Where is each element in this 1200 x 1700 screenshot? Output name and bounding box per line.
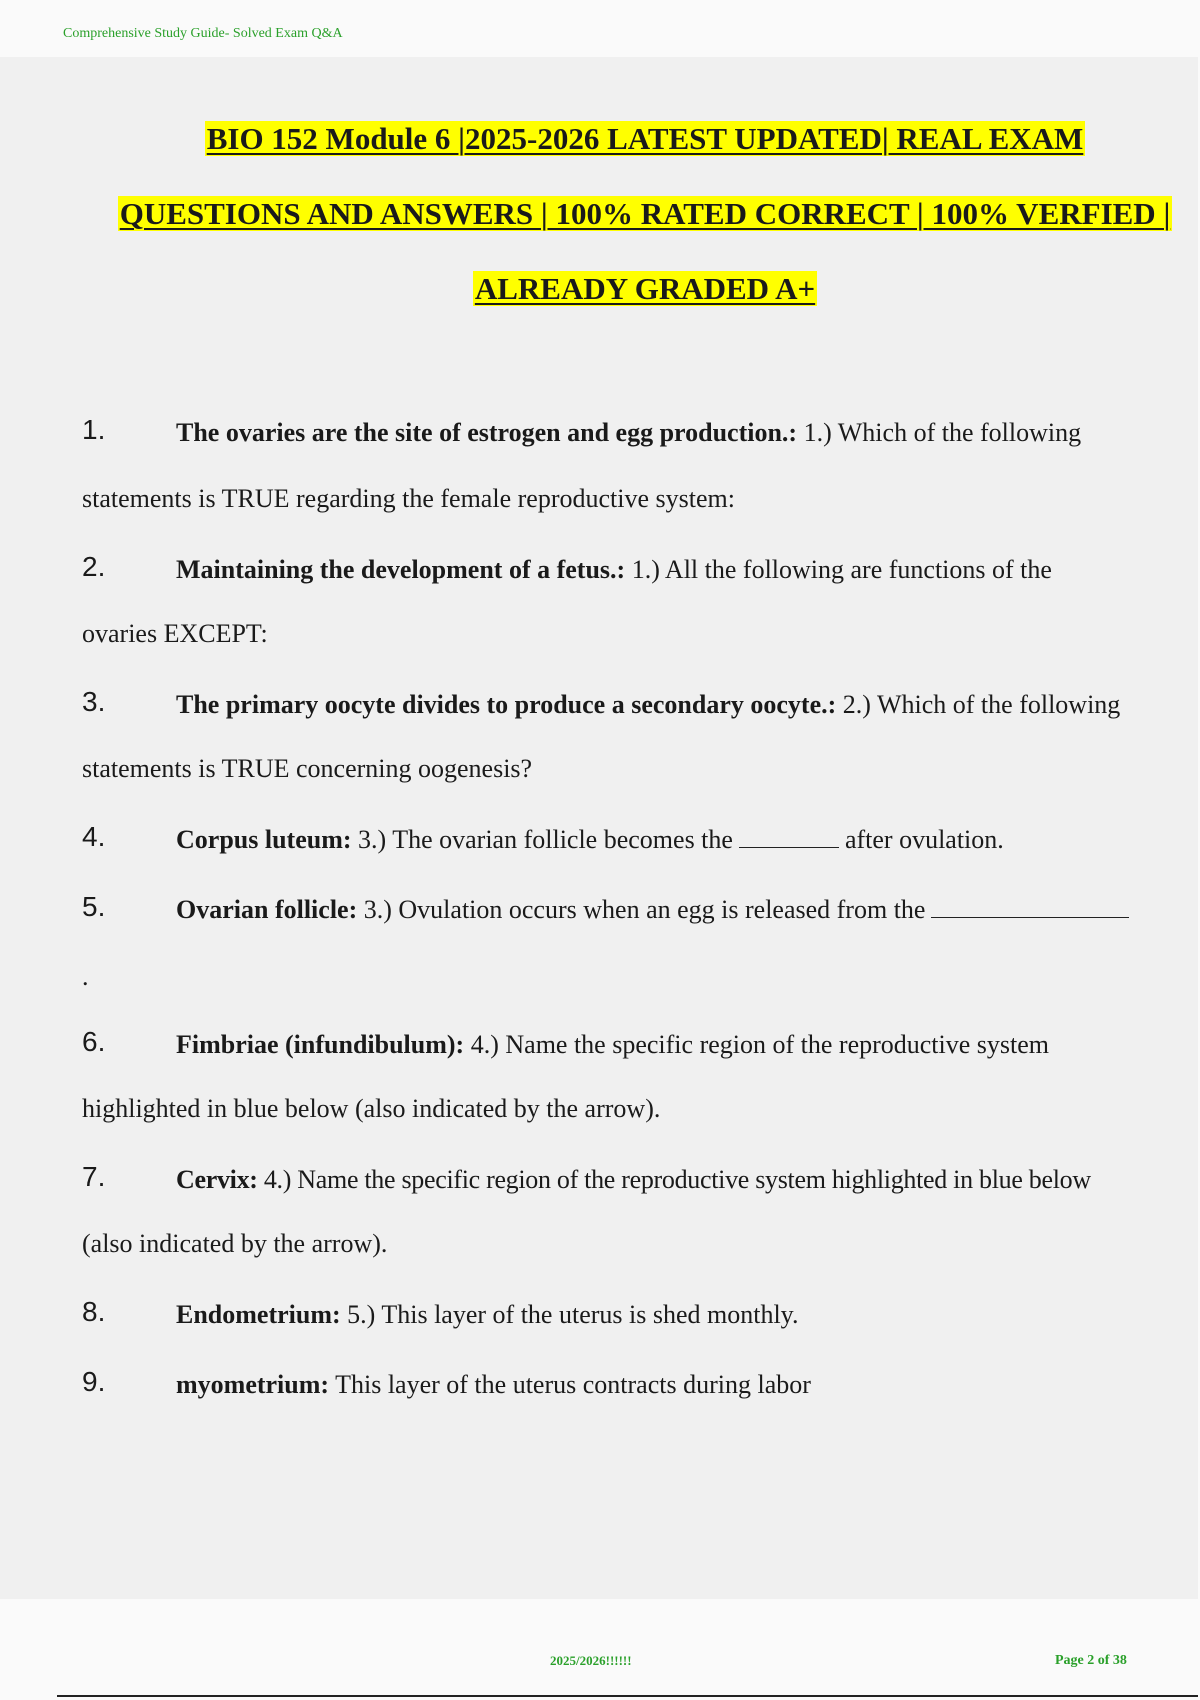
footer-divider (57, 1695, 1198, 1697)
question-text: 5.) This layer of the uterus is shed monthly. (340, 1300, 799, 1329)
question-text: 4.) Name the specific region of the reproductive system highlighted in blue below (257, 1165, 1091, 1194)
answer-text: Fimbriae (infundibulum): (176, 1030, 465, 1059)
question-text: 3.) The ovarian follicle becomes the (351, 825, 733, 854)
item-line (176, 555, 1052, 585)
page-number: Page 2 of 38 (1055, 1653, 1127, 1668)
running-header: Comprehensive Study Guide- Solved Exam Q&A (63, 26, 343, 41)
answer-text: Cervix: (176, 1165, 258, 1194)
item-number: 9. (82, 1366, 106, 1397)
title-line-1-text: BIO 152 Module 6 |2025-2026 LATEST UPDATED| REAL EXAM (206, 121, 1084, 156)
item-number: 3. (82, 686, 106, 717)
fill-in-blank (739, 846, 839, 848)
item-line (176, 895, 1129, 925)
item-number: 5. (82, 891, 106, 922)
question-text-end: after ovulation. (844, 825, 1004, 854)
title-line-1 (0, 121, 1200, 157)
item-line (176, 418, 1081, 448)
footer-year: 2025/2026!!!!!! (550, 1653, 632, 1668)
item-number: 1. (82, 414, 106, 445)
question-text: This layer of the uterus contracts during labor (329, 1370, 811, 1399)
title-line-2 (0, 196, 1200, 232)
question-text: 4.) Name the specific region of the reproductive system (464, 1030, 1050, 1059)
question-continuation: highlighted in blue below (also indicated by the arrow). (82, 1094, 661, 1123)
answer-text: The ovaries are the site of estrogen and egg production.: (176, 418, 798, 447)
question-continuation: . (82, 962, 89, 991)
item-line (176, 1370, 811, 1400)
item-line (176, 690, 1120, 720)
question-text: 1.) All the following are functions of the (625, 555, 1052, 584)
fill-in-blank (931, 916, 1129, 918)
item-number: 2. (82, 551, 106, 582)
question-text: 3.) Ovulation occurs when an egg is released from the (357, 895, 926, 924)
answer-text: The primary oocyte divides to produce a secondary oocyte.: (176, 690, 837, 719)
item-number: 7. (82, 1161, 106, 1192)
question-continuation: statements is TRUE regarding the female reproductive system: (82, 484, 735, 513)
question-text: 2.) Which of the following (836, 690, 1121, 719)
answer-text: Endometrium: (176, 1300, 341, 1329)
answer-text: Corpus luteum: (176, 825, 352, 854)
item-number: 8. (82, 1296, 106, 1327)
answer-text: myometrium: (176, 1370, 330, 1399)
item-line (176, 1030, 1049, 1060)
item-line (176, 1300, 799, 1330)
question-continuation: statements is TRUE concerning oogenesis? (82, 754, 533, 783)
title-line-3 (0, 271, 1200, 307)
answer-text: Maintaining the development of a fetus.: (176, 555, 626, 584)
item-number: 6. (82, 1026, 106, 1057)
answer-text: Ovarian follicle: (176, 895, 358, 924)
item-number: 4. (82, 821, 106, 852)
question-continuation: ovaries EXCEPT: (82, 619, 268, 648)
title-line-3-text: ALREADY GRADED A+ (474, 271, 816, 306)
item-line (176, 1165, 1091, 1195)
title-line-2-text: QUESTIONS AND ANSWERS | 100% RATED CORRECT | 100% VERFIED | (119, 196, 1171, 231)
question-continuation: (also indicated by the arrow). (82, 1229, 388, 1258)
item-line (176, 825, 1004, 855)
question-text: 1.) Which of the following (797, 418, 1082, 447)
